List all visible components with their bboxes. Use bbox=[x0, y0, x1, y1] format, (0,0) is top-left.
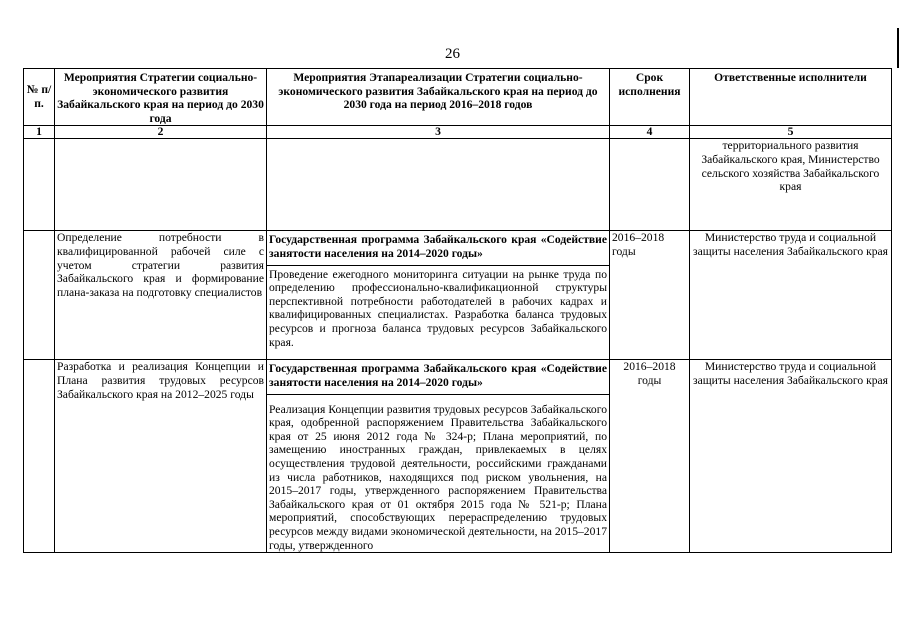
table-row bbox=[24, 139, 892, 231]
cell-term: 2016–2018 годы bbox=[610, 360, 690, 553]
page-edge-mark bbox=[897, 28, 899, 68]
program-title: Государственная программа Забайкальского края «Содействие занятости населения на 2014–2020 годы» bbox=[267, 231, 609, 265]
cell-num bbox=[24, 360, 55, 553]
measure-description: Проведение ежегодного мониторинга ситуации на рынке труда по определению профессионально-квалификационной структуры перспективной потребности работодателей в рабочих кадрах и квалифицированных специалистах. Разработка баланса трудовых ресурсов и прогноза баланса трудовых ресурсов Забайкальского края. bbox=[269, 267, 607, 349]
program-title: Государственная программа Забайкальского края «Содействие занятости населения на 2014–2020 годы» bbox=[267, 360, 609, 394]
column-number: 3 bbox=[267, 126, 610, 139]
column-number: 5 bbox=[690, 126, 892, 139]
column-number-row bbox=[24, 126, 892, 139]
measure-description: Реализация Концепции развития трудовых ресурсов Забайкальского края, одобренной распоряжением Правительства Забайкальского края от 25 июня 2012 года № 324-р; Плана мероприятий, по замещению иностранных граждан, привлекаемых в целях осуществления трудовой деятельности, российскими гражданами из числа работников, находящихся под риском увольнения, на 2015–2017 годы, утвержденного распоряжением Правительства Забайкальского края от 01 октября 2015 года № 521-р; Плана мероприятий, способствующих перераспределению трудовых ресурсов между видами экономической деятельности, на 2015–2017 годы, утвержденного bbox=[269, 402, 607, 552]
header-stage-measures: Мероприятия Этапареализации Стратегии социально-экономического развития Забайкальского края на период до 2030 года на период 2016–2018 годов bbox=[267, 69, 610, 126]
cell-stage bbox=[267, 360, 610, 553]
table-row bbox=[24, 231, 892, 360]
column-number: 2 bbox=[55, 126, 267, 139]
page-number: 26 bbox=[445, 46, 460, 62]
table-row bbox=[24, 360, 892, 553]
table-header-row bbox=[24, 69, 892, 126]
cell-responsible: Министерство труда и социальной защиты населения Забайкальского края bbox=[690, 360, 892, 553]
cell-num bbox=[24, 139, 55, 231]
cell-num bbox=[24, 231, 55, 360]
cell-term: 2016–2018 годы bbox=[610, 231, 690, 360]
cell-responsible: Министерство труда и социальной защиты населения Забайкальского края bbox=[690, 231, 892, 360]
header-strategy-measures: Мероприятия Стратегии социально-экономического развития Забайкальского края на период до 2030 года bbox=[55, 69, 267, 126]
column-number: 1 bbox=[24, 126, 55, 139]
header-term: Срок исполнения bbox=[610, 69, 690, 126]
column-number: 4 bbox=[610, 126, 690, 139]
cell-strategy: Разработка и реализация Концепции и Плана развития трудовых ресурсов Забайкальского края на 2012–2025 годы bbox=[55, 360, 267, 553]
cell-term bbox=[610, 139, 690, 231]
header-responsible: Ответственные исполнители bbox=[690, 69, 892, 126]
header-num: № п/п. bbox=[24, 69, 55, 126]
cell-responsible: территориального развития Забайкальского края, Министерство сельского хозяйства Забайкальского края bbox=[690, 139, 892, 231]
measures-table bbox=[23, 68, 892, 553]
cell-strategy: Определение потребности в квалифицированной рабочей силе с учетом стратегии развития Забайкальского края и формирование плана-заказа на подготовку специалистов bbox=[55, 231, 267, 360]
cell-strategy bbox=[55, 139, 267, 231]
cell-stage bbox=[267, 231, 610, 360]
cell-stage bbox=[267, 139, 610, 231]
